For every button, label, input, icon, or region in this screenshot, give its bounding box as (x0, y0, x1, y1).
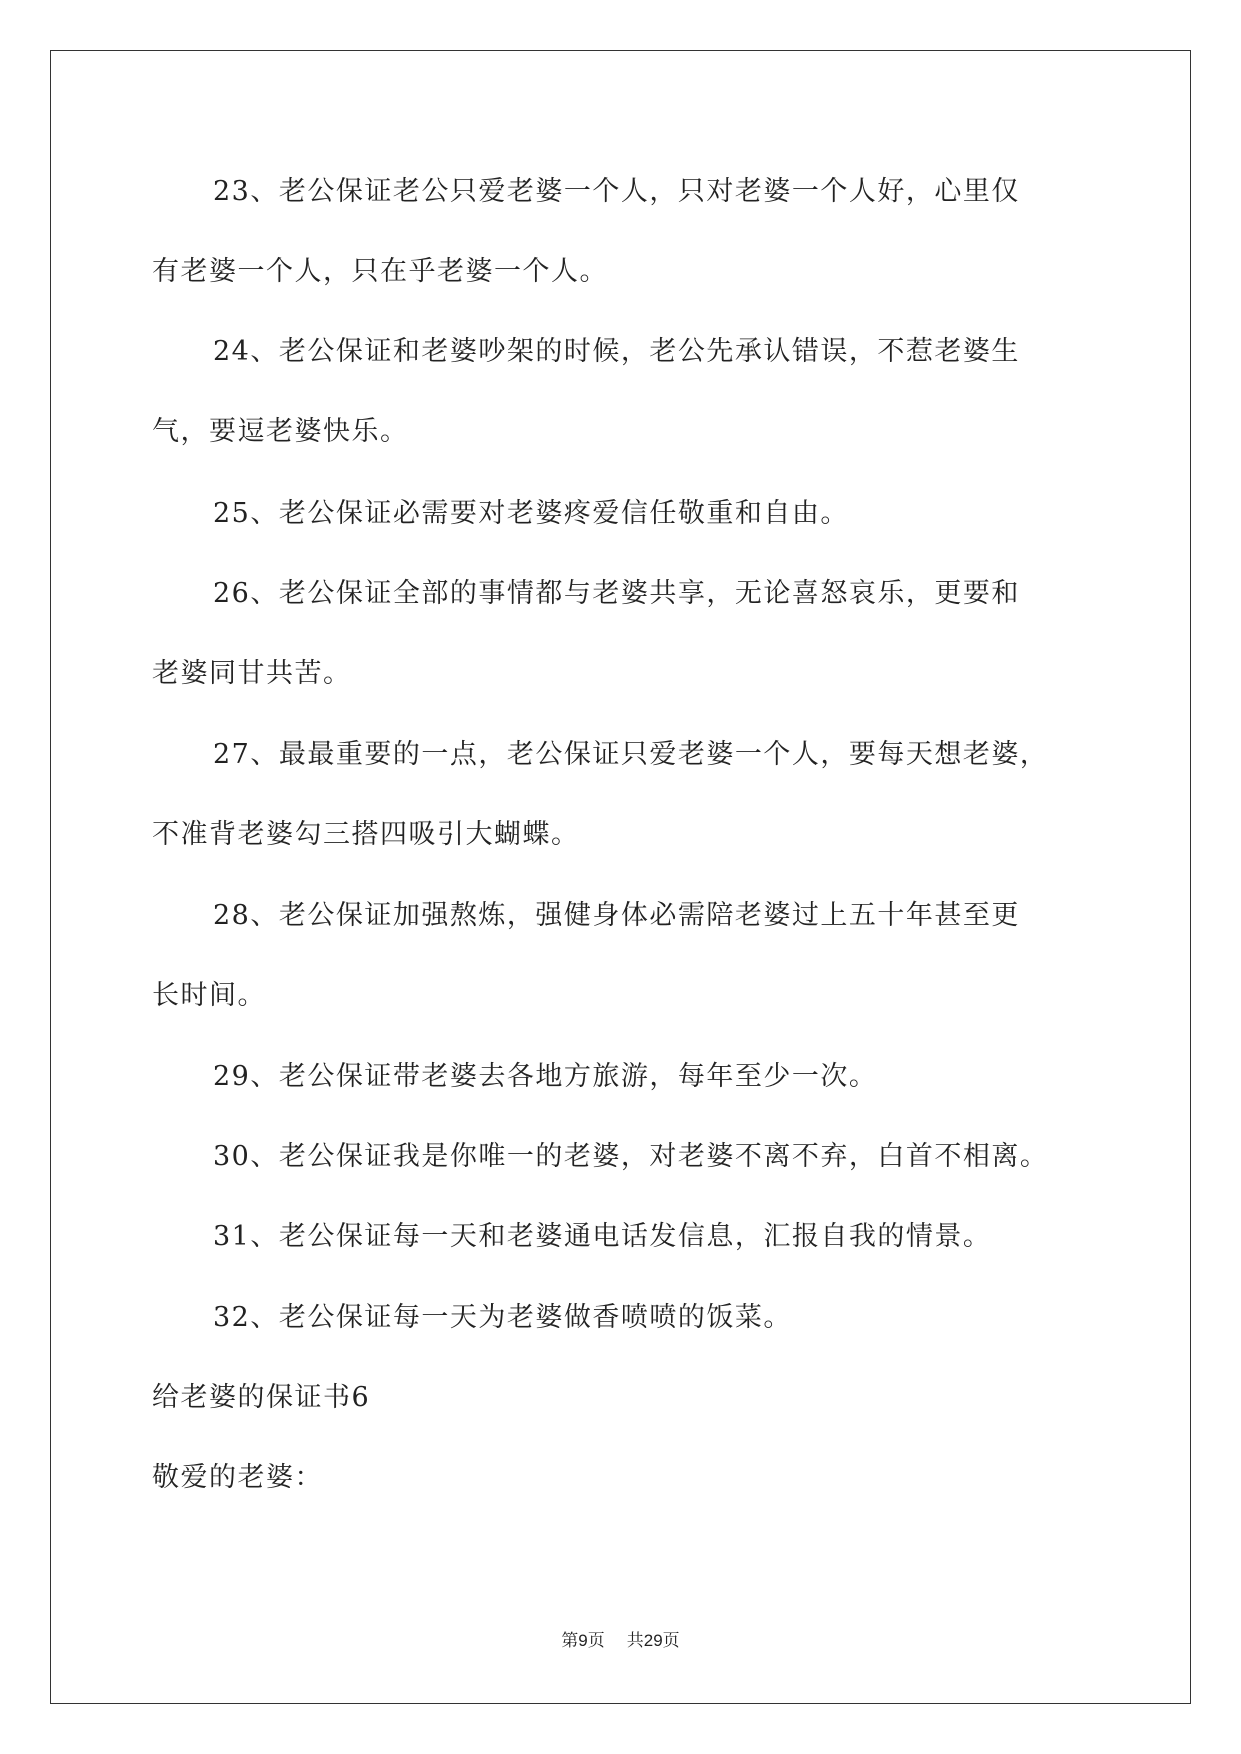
paragraph-line-26-cont: 老婆同甘共苦。 (152, 658, 352, 689)
paragraph-line-26: 26、老公保证全部的事情都与老婆共享，无论喜怒哀乐，更要和 (213, 578, 1020, 609)
section-heading: 给老婆的保证书6 (152, 1382, 371, 1413)
paragraph-line-24: 24、老公保证和老婆吵架的时候，老公先承认错误，不惹老婆生 (213, 336, 1020, 367)
paragraph-line-25: 25、老公保证必需要对老婆疼爱信任敬重和自由。 (213, 498, 849, 529)
paragraph-line-27: 27、最最重要的一点，老公保证只爱老婆一个人，要每天想老婆， (213, 739, 1049, 770)
paragraph-line-31: 31、老公保证每一天和老婆通电话发信息，汇报自我的情景。 (213, 1221, 992, 1252)
paragraph-line-23-cont: 有老婆一个人，只在乎老婆一个人。 (152, 256, 608, 287)
paragraph-line-28: 28、老公保证加强熬炼，强健身体必需陪老婆过上五十年甚至更 (213, 900, 1020, 931)
paragraph-line-32: 32、老公保证每一天为老婆做香喷喷的饭菜。 (213, 1302, 792, 1333)
paragraph-line-29: 29、老公保证带老婆去各地方旅游，每年至少一次。 (213, 1061, 878, 1092)
page-footer (0, 1626, 1241, 1651)
page-number: 第9页 (561, 1631, 605, 1650)
page-total: 共29页 (626, 1631, 680, 1650)
page-border (50, 50, 1191, 1704)
paragraph-line-28-cont: 长时间。 (152, 980, 266, 1011)
paragraph-line-27-cont: 不准背老婆勾三搭四吸引大蝴蝶。 (152, 819, 580, 850)
paragraph-line-23: 23、老公保证老公只爱老婆一个人，只对老婆一个人好，心里仅 (213, 176, 1020, 207)
salutation: 敬爱的老婆： (152, 1462, 323, 1493)
paragraph-line-30: 30、老公保证我是你唯一的老婆，对老婆不离不弃，白首不相离。 (213, 1141, 1049, 1172)
paragraph-line-24-cont: 气，要逗老婆快乐。 (152, 416, 409, 447)
